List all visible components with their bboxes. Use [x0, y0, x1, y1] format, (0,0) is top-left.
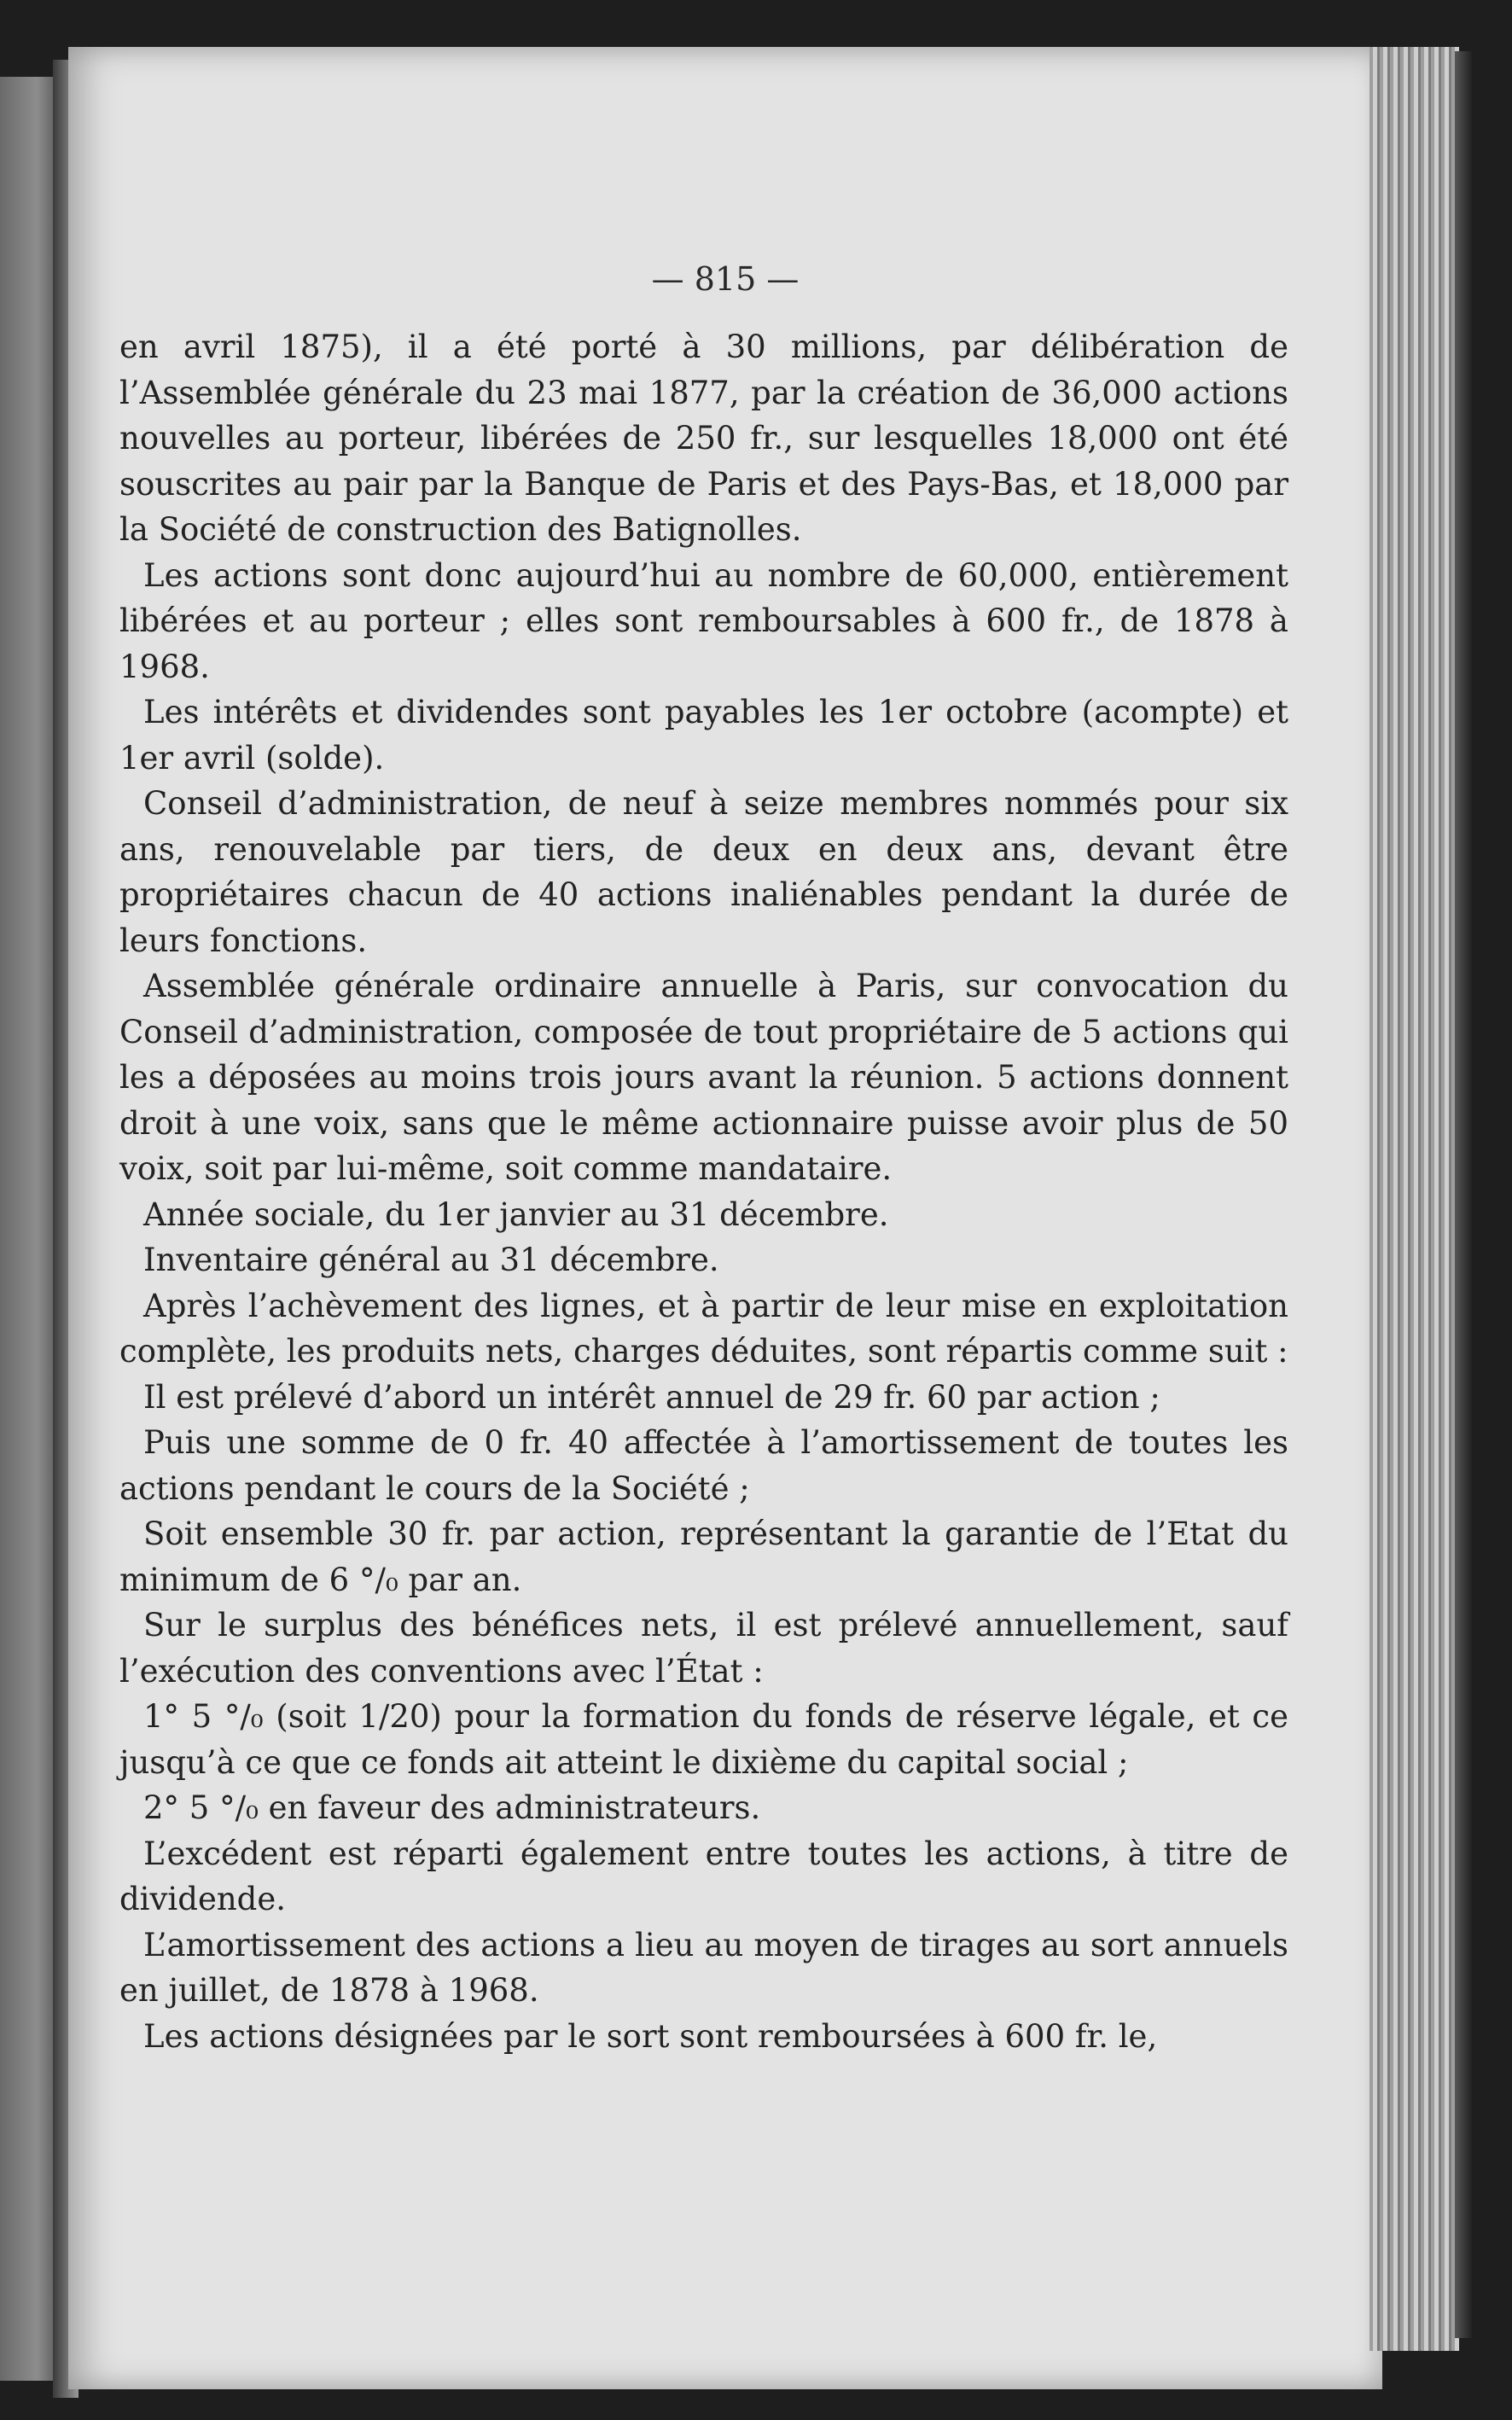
paragraph: Sur le surplus des bénéfices nets, il est prélevé annuellement, sauf l’exécution des conventions avec l’État : [119, 1607, 1288, 1690]
paragraph: Soit ensemble 30 fr. par action, représentant la garantie de l’Etat du minimum de 6 °/₀ par an. [119, 1515, 1288, 1598]
page-edges [1370, 47, 1459, 2351]
paragraph: Il est prélevé d’abord un intérêt annuel de 29 fr. 60 par action ; [143, 1378, 1160, 1416]
paragraph: Année sociale, du 1er janvier au 31 décembre. [143, 1195, 889, 1233]
page-edge-shadow [1455, 51, 1472, 2338]
paragraph: L’excédent est réparti également entre toutes les actions, à titre de dividende. [119, 1835, 1288, 1917]
paragraph: 2° 5 °/₀ en faveur des administrateurs. [143, 1789, 761, 1826]
paragraph: 1° 5 °/₀ (soit 1/20) pour la formation du fonds de réserve légale, et ce jusqu’à ce que ce fonds ait atteint le dixième du capital social ; [119, 1698, 1288, 1781]
paragraph: L’amortissement des actions a lieu au moyen de tirages au sort annuels en juillet, de 1878 à 1968. [119, 1926, 1288, 2009]
paragraph: Assemblée générale ordinaire annuelle à Paris, sur convocation du Conseil d’administration, composée de tout propriétaire de 5 actions qui les a déposées au moins trois jours avant la réunion. 5 actions donnent droit à une voix, sans que le même actionnaire puisse avoir plus de 50 voix, soit par lui-même, soit comme mandataire. [119, 968, 1288, 1187]
page-number: — 815 — [651, 260, 800, 298]
paragraph: Les intérêts et dividendes sont payables les 1er octobre (acompte) et 1er avril (solde). [119, 694, 1288, 777]
body-text [119, 324, 1288, 2059]
paragraph: Les actions sont donc aujourd’hui au nombre de 60,000, entièrement libérées et au porteur ; elles sont remboursables à 600 fr., de 1878 à 1968. [119, 556, 1288, 685]
paragraph: Les actions désignées par le sort sont remboursées à 600 fr. le, [143, 2017, 1158, 2055]
page [68, 47, 1382, 2389]
paragraph: en avril 1875), il a été porté à 30 millions, par délibération de l’Assemblée générale du 23 mai 1877, par la création de 36,000 actions nouvelles au porteur, libérées de 250 fr., sur lesquelles 18,000 ont été souscrites au pair par la Banque de Paris et des Pays-Bas, et 18,000 par la Société de construction des Batignolles. [119, 329, 1288, 548]
paragraph: Puis une somme de 0 fr. 40 affectée à l’amortissement de toutes les actions pendant le cours de la Société ; [119, 1424, 1288, 1507]
paragraph: Inventaire général au 31 décembre. [143, 1242, 719, 1278]
paragraph: Après l’achèvement des lignes, et à partir de leur mise en exploitation complète, les produits nets, charges déduites, sont répartis comme suit : [119, 1287, 1288, 1370]
paragraph: Conseil d’administration, de neuf à seize membres nommés pour six ans, renouvelable par tiers, de deux en deux ans, devant être propriétaires chacun de 40 actions inaliénables pendant la durée de leurs fonctions. [119, 785, 1288, 959]
